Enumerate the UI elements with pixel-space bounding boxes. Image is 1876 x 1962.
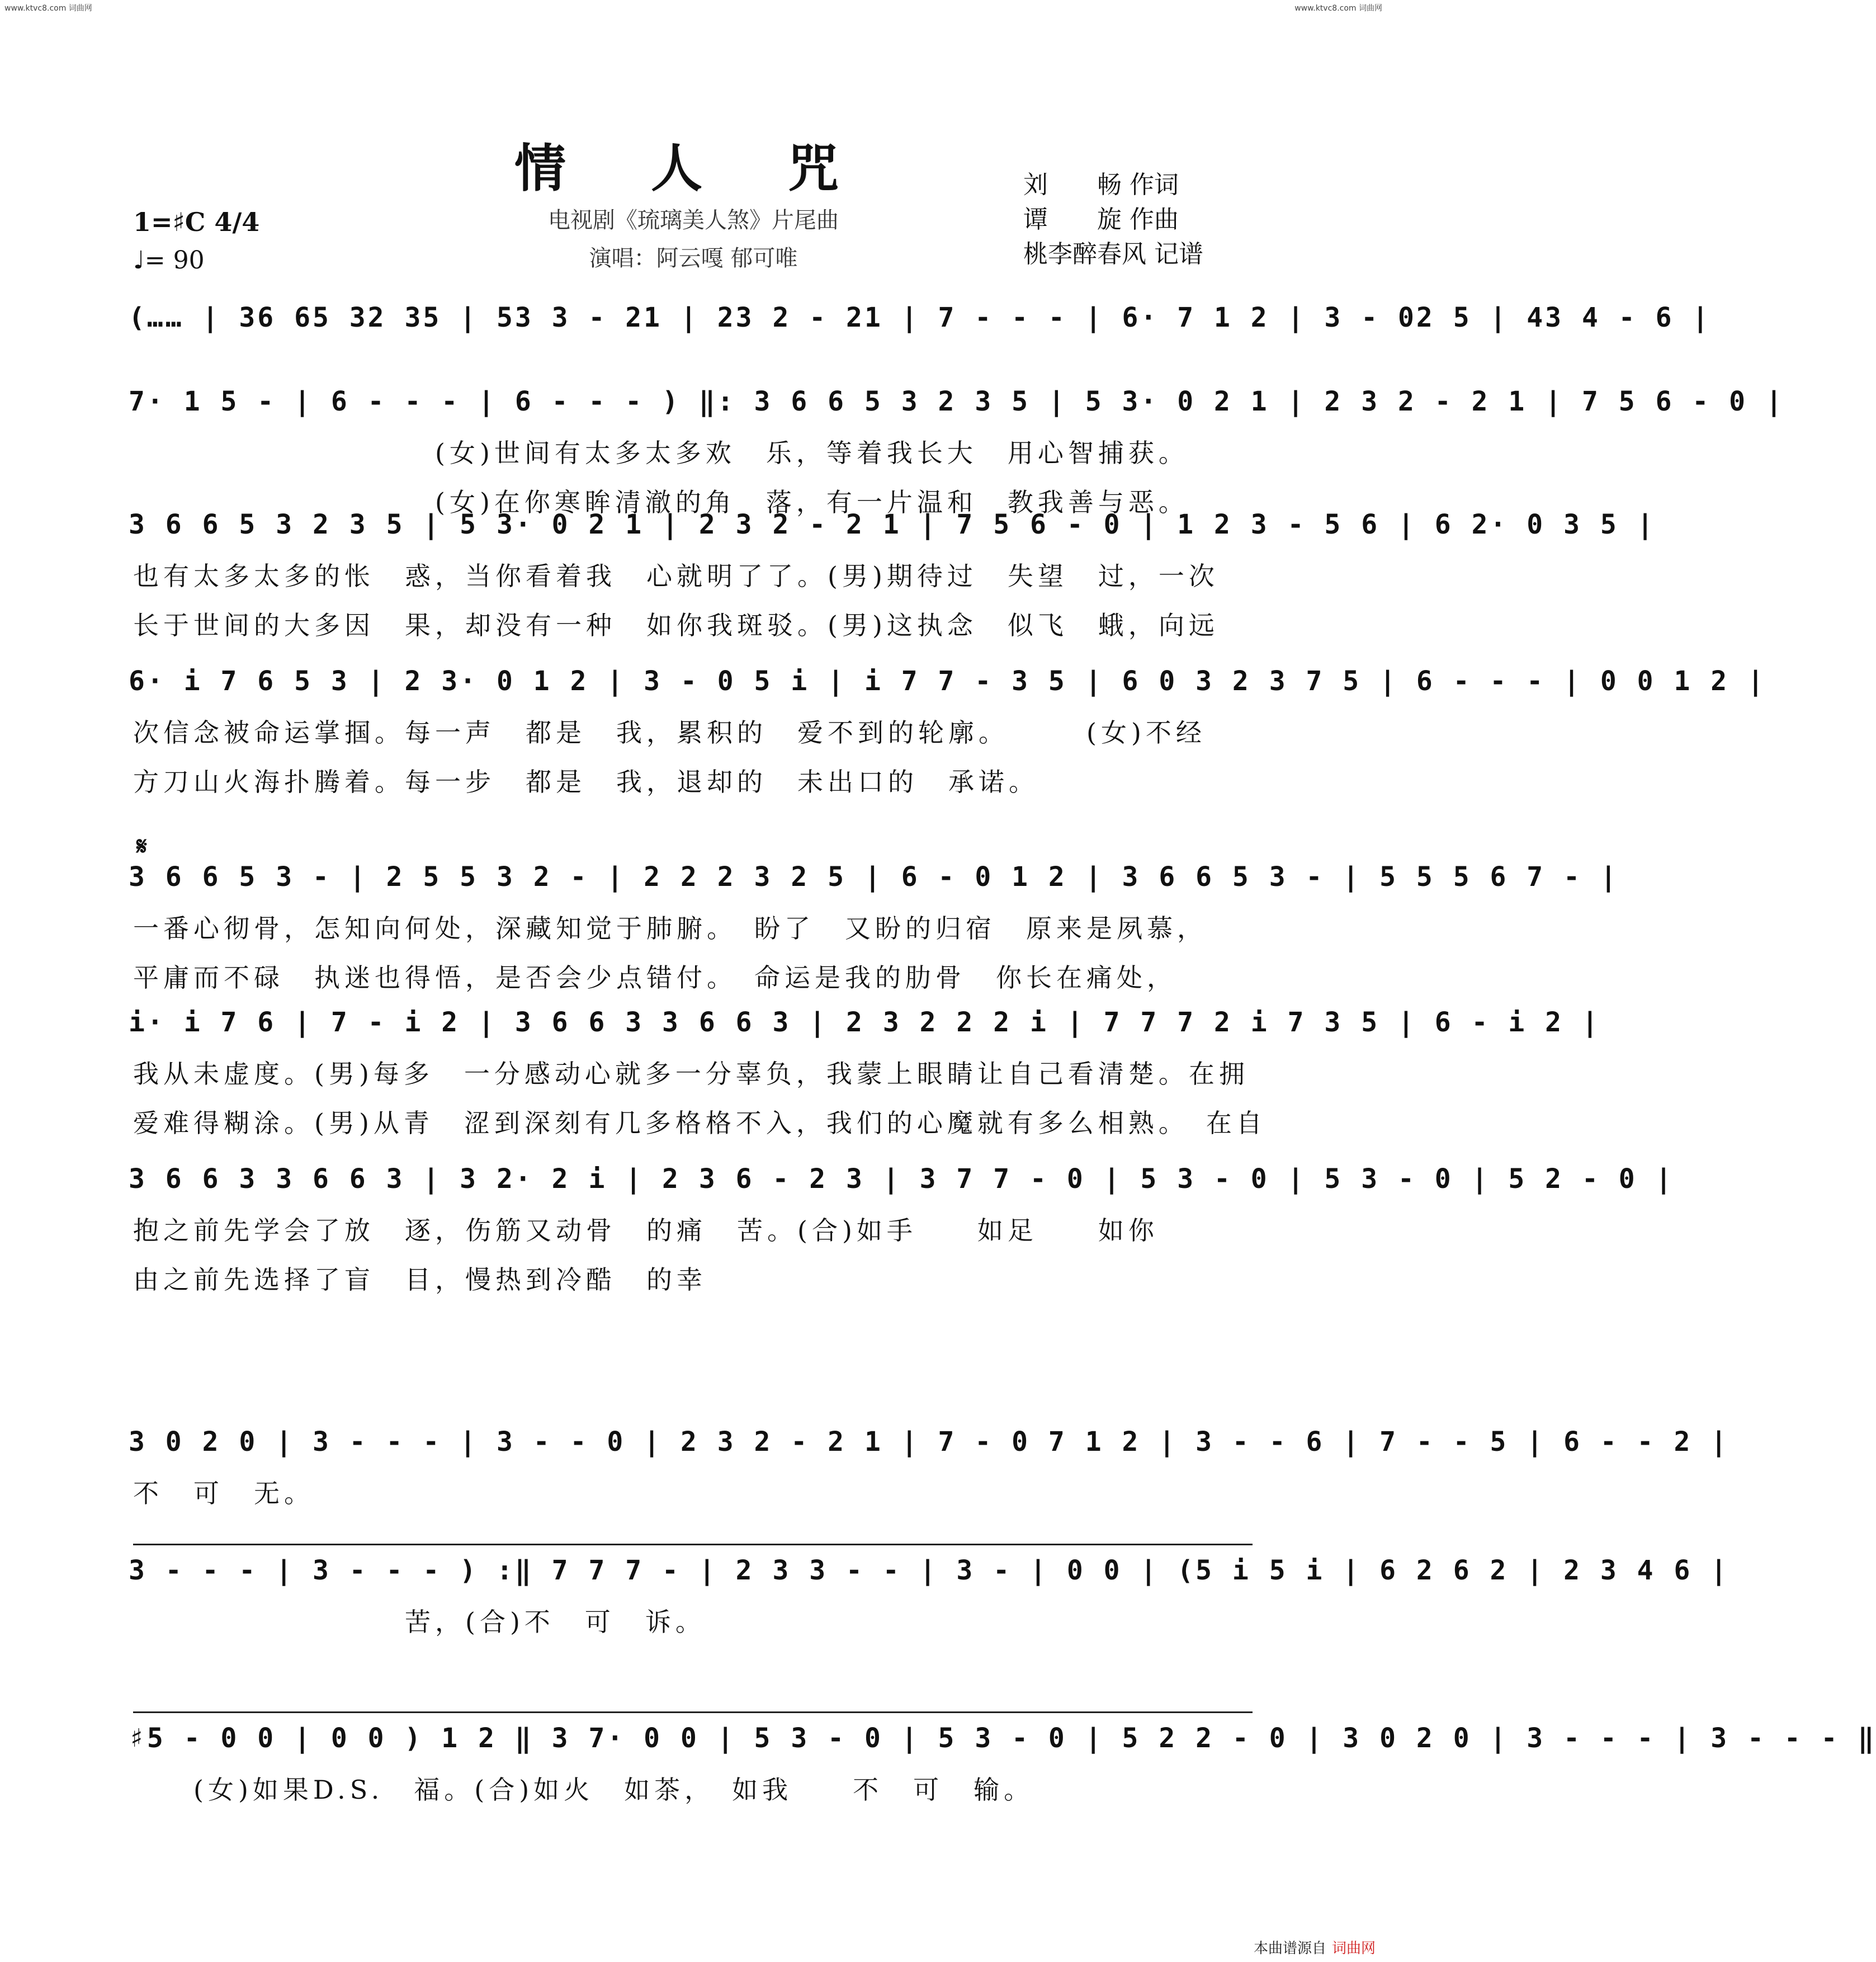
key-signature: 1=♯C 4/4 [133,207,260,237]
section-rule [133,1544,1253,1545]
lyric-line: 一番心彻骨，怎知向何处，深藏知觉于肺腑。 盼了 又盼的归宿 原来是夙慕， [133,913,1207,944]
segno-sign: 𝄋 [136,832,147,861]
notation-row: 7· 1 5 - | 6 - - - | 6 - - - ) ‖: 3 6 6 5 3 2 3 5 | 5 3· 0 2 1 | 2 3 2 - 2 1 | 7 5 6 - 0 | [129,386,1784,417]
notation-row: 3 0 2 0 | 3 - - - | 3 - - 0 | 2 3 2 - 2 1 | 7 - 0 7 1 2 | 3 - - 6 | 7 - - 5 | 6 - - 2 | [129,1426,1729,1458]
footer [1254,1937,1376,1958]
song-subtitle: 电视剧《琉璃美人煞》片尾曲 [548,207,839,233]
lyric-line: 苦，(合)不 可 诉。 [133,1607,706,1637]
notation-row: 3 - - - | 3 - - - ) :‖ 7 7 7 - | 2 3 3 - - | 3 - | 0 0 | (5 i 5 i | 6 2 6 2 | 2 3 4 6 | [129,1555,1729,1586]
lyric-line: 不 可 无。 [133,1478,314,1508]
lyric-line: 次信念被命运掌掴。每一声 都是 我，累积的 爱不到的轮廓。 (女)不经 [133,718,1206,748]
lyric-line: (女)在你寒眸清澈的角 落，有一片温和 教我善与恶。 [133,487,1189,517]
watermark-left: www.ktvc8.com 词曲网 [4,4,92,13]
transcriber: 桃李醉春风 记谱 [1023,240,1203,268]
tempo-marking: ♩= 90 [133,246,205,275]
lyric-line: 方刀山火海扑腾着。每一步 都是 我，退却的 未出口的 承诺。 [133,767,1039,797]
notation-row: 3 6 6 5 3 - | 2 5 5 3 2 - | 2 2 2 3 2 5 | 6 - 0 1 2 | 3 6 6 5 3 - | 5 5 5 6 7 - | [129,861,1619,893]
footer-source: 本曲谱源自 [1253,1940,1326,1957]
notation-row: 3 6 6 3 3 6 6 3 | 3 2· 2 i | 2 3 6 - 2 3 | 3 7 7 - 0 | 5 3 - 0 | 5 3 - 0 | 5 2 - 0 | [129,1163,1674,1195]
notation-row: ♯5 - 0 0 | 0 0 ) 1 2 ‖ 3 7· 0 0 | 5 3 - 0 | 5 3 - 0 | 5 2 2 - 0 | 3 0 2 0 | 3 - - - | 3 - - - ‖ [129,1723,1876,1754]
notation-row: (…… | 36 65 32 35 | 53 3 - 21 | 23 2 - 21 | 7 - - - | 6· 7 1 2 | 3 - 02 5 | 43 4 - 6 | [129,302,1711,333]
footer-site: 词曲网 [1331,1940,1376,1957]
section-rule [133,1711,1253,1713]
notation-row: 3 6 6 5 3 2 3 5 | 5 3· 0 2 1 | 2 3 2 - 2 1 | 7 5 6 - 0 | 1 2 3 - 5 6 | 6 2· 0 3 5 | [129,509,1656,540]
lyric-line: 爱难得糊涂。(男)从青 涩到深刻有几多格格不入，我们的心魔就有多么相熟。 在自 [133,1108,1267,1138]
lyric-line: 也有太多太多的怅 惑，当你看着我 心就明了了。(男)期待过 失望 过，一次 [133,561,1219,591]
lyric-line: 平庸而不碌 执迷也得悟，是否会少点错付。 命运是我的肋骨 你长在痛处， [133,963,1177,993]
lyric-line: (女)世间有太多太多欢 乐，等着我长大 用心智捕获。 [133,438,1189,468]
notation-row: 6· i 7 6 5 3 | 2 3· 0 1 2 | 3 - 0 5 i | i 7 7 - 3 5 | 6 0 3 2 3 7 5 | 6 - - - | 0 0 1 2 | [129,666,1766,697]
singers: 演唱：阿云嘎 郁可唯 [589,246,798,271]
lyric-line: 由之前先选择了盲 目，慢热到冷酷 的幸 [133,1265,707,1295]
credits [1023,168,1203,272]
lyric-line: 长于世间的大多因 果，却没有一种 如你我斑驳。(男)这执念 似飞 蛾，向远 [133,610,1219,640]
lyric-line: 抱之前先学会了放 逐，伤筋又动骨 的痛 苦。(合)如手 如足 如你 [133,1215,1159,1246]
lyric-line: 我从未虚度。(男)每多 一分感动心就多一分辜负，我蒙上眼睛让自己看清楚。在拥 [133,1059,1249,1089]
watermark-right: www.ktvc8.com 词曲网 [1294,4,1382,13]
notation-row: i· i 7 6 | 7 - i 2 | 3 6 6 3 3 6 6 3 | 2 3 2 2 2 i | 7 7 7 2 i 7 3 5 | 6 - i 2 | [129,1007,1600,1038]
lyric-line: (女)如果D.S. 福。(合)如火 如茶， 如我 不 可 输。 [133,1775,1034,1805]
lyricist: 刘 畅 作词 [1023,171,1179,199]
composer: 谭 旋 作曲 [1023,205,1179,234]
song-title: 情 人 咒 [514,138,873,199]
